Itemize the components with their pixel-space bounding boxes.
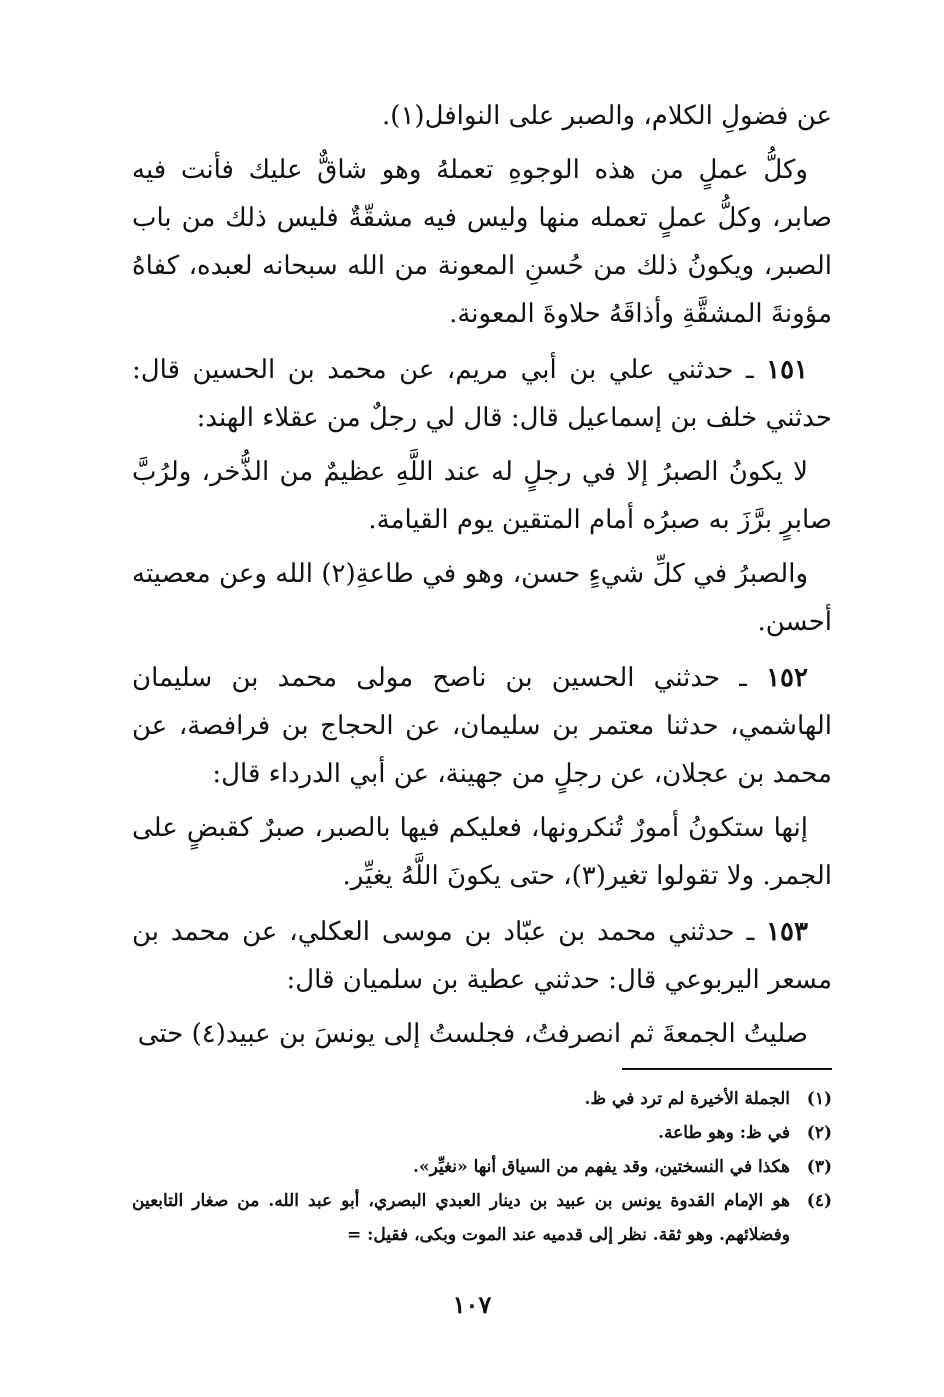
hadith-152-isnad bbox=[132, 654, 832, 798]
main-text bbox=[132, 92, 832, 1058]
footnote-text: هو الإمام القدوة يونس بن عبيد بن دينار العبدي البصري، أبو عبد الله. من صغار التابعين وفضلائهم. وهو ثقة. نظر إلى قدميه عند الموت وبكى، فقيل: = bbox=[132, 1191, 790, 1245]
footnote-number: (٣) bbox=[806, 1157, 832, 1177]
paragraph-text: عن فضولِ الكلام، والصبر على النوافل(١). bbox=[382, 101, 832, 131]
footnote-divider bbox=[622, 1068, 832, 1070]
paragraph-text: ـ حدثني الحسين بن ناصح مولى محمد بن سليمان الهاشمي، حدثنا معتمر بن سليمان، عن الحجاج بن فرافصة، عن محمد بن عجلان، عن رجلٍ من جهينة، عن أبي الدرداء قال: bbox=[132, 663, 832, 789]
footnote-number: (٤) bbox=[806, 1191, 832, 1211]
hadith-153-isnad bbox=[132, 908, 832, 1004]
paragraph-text: وكلُّ عملٍ من هذه الوجوهِ تعملهُ وهو شاقٌّ عليك فأنت فيه صابر، وكلُّ عملٍ تعمله منها وليس فيه مشقّةٌ فليس ذلك من باب الصبر، ويكونُ ذلك من حُسنِ المعونة من الله سبحانه لعبده، كفاهُ مؤونةَ المشقَّةِ وأذاقَهُ حلاوةَ المعونة. bbox=[132, 155, 832, 329]
footnote-text: في ظ: وهو طاعة. bbox=[658, 1123, 790, 1143]
paragraph-text: صليتُ الجمعةَ ثم انصرفتُ، فجلستُ إلى يونسَ بن عبيد(٤) حتى bbox=[137, 1019, 808, 1049]
hadith-151-text bbox=[132, 448, 832, 544]
hadith-number: ١٥١ bbox=[766, 355, 809, 385]
footnote-4 bbox=[132, 1184, 832, 1252]
paragraph-text: ـ حدثني محمد بن عبّاد بن موسى العكلي، عن محمد بن مسعر اليربوعي قال: حدثني عطية بن سلميان قال: bbox=[132, 917, 832, 995]
hadith-number: ١٥٢ bbox=[766, 663, 808, 693]
hadith-153-text bbox=[132, 1010, 832, 1058]
footnote-2 bbox=[132, 1116, 832, 1150]
hadith-number: ١٥٣ bbox=[766, 917, 808, 947]
paragraph bbox=[132, 550, 832, 646]
page-number: ١٠٧ bbox=[452, 1290, 492, 1319]
footnote-1 bbox=[132, 1082, 832, 1116]
paragraph-text: إنها ستكونُ أمورٌ تُنكرونها، فعليكم فيها بالصبر، صبرٌ كقبضٍ على الجمر. ولا تقولوا تغير(٣)، حتى يكونَ اللَّهُ يغيِّر. bbox=[132, 813, 832, 891]
paragraph-text: والصبرُ في كلِّ شيءٍ حسن، وهو في طاعةِ(٢) الله وعن معصيته أحسن. bbox=[132, 559, 832, 637]
footnote-number: (٢) bbox=[806, 1123, 832, 1143]
footnote-text: الجملة الأخيرة لم ترد في ظ. bbox=[584, 1089, 790, 1109]
page-body bbox=[132, 92, 832, 1064]
hadith-151-isnad bbox=[132, 346, 832, 442]
paragraph bbox=[132, 146, 832, 338]
footnotes bbox=[132, 1082, 832, 1252]
paragraph-text: لا يكونُ الصبرُ إلا في رجلٍ له عند اللَّهِ عظيمٌ من الذُّخر، ولرُبَّ صابرٍ برَّزَ به صبرُه أمام المتقين يوم القيامة. bbox=[132, 457, 832, 535]
footnote-text: هكذا في النسختين، وقد يفهم من السياق أنها «نغيِّر». bbox=[413, 1157, 790, 1177]
hadith-152-text bbox=[132, 804, 832, 900]
footnote-number: (١) bbox=[806, 1089, 832, 1109]
paragraph-text: ـ حدثني علي بن أبي مريم، عن محمد بن الحسين قال: حدثني خلف بن إسماعيل قال: قال لي رجلٌ من عقلاء الهند: bbox=[132, 355, 832, 433]
footnote-3 bbox=[132, 1150, 832, 1184]
paragraph-continuation bbox=[132, 92, 832, 140]
